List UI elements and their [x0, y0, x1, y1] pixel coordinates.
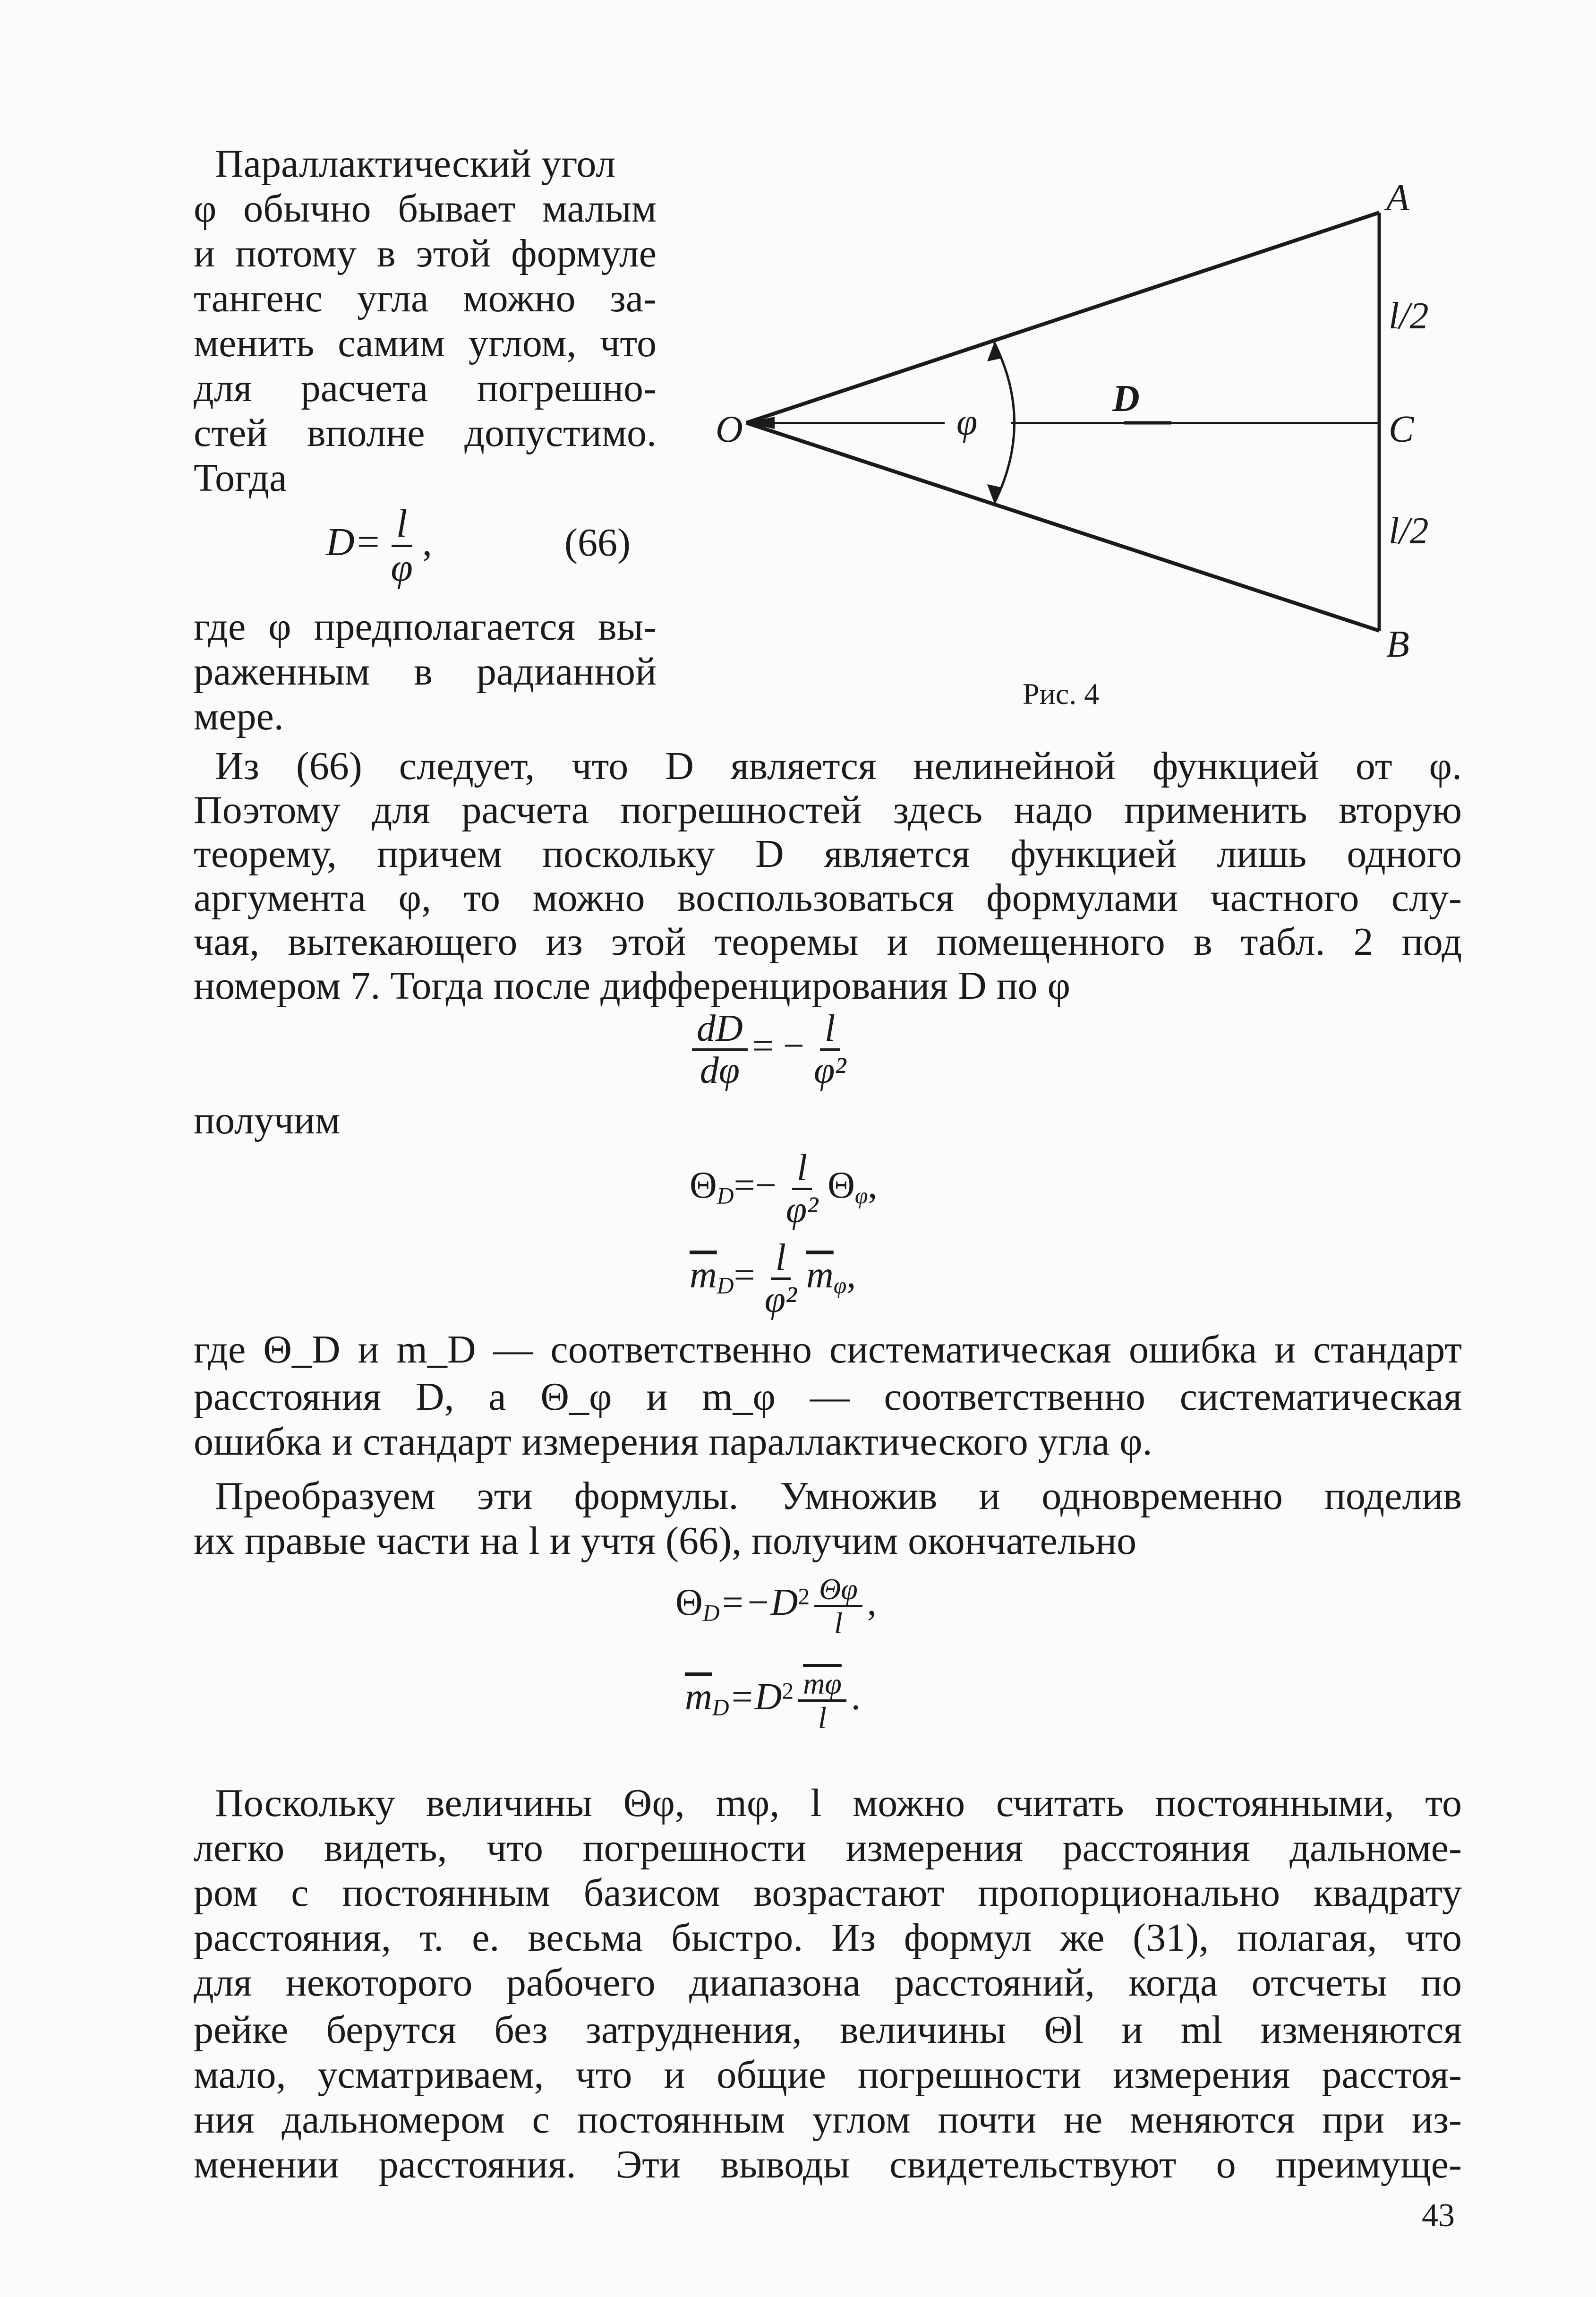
m2-mid: =D — [729, 1676, 782, 1718]
text-line: и потому в этой формуле — [194, 231, 657, 275]
label-l2-top: l/2 — [1389, 295, 1429, 337]
label-l2-bottom: l/2 — [1389, 510, 1429, 552]
text-line: теорему, причем поскольку D является функцией лишь одного — [194, 832, 1462, 876]
text-line: менении расстояния. Эти выводы свидетельствуют о преимуще- — [194, 2143, 1462, 2186]
m2-tail: . — [851, 1676, 861, 1718]
label-a: A — [1386, 177, 1409, 219]
m1-rhs-sub: φ — [833, 1272, 847, 1299]
equation-m-2 — [685, 1668, 861, 1733]
label-phi: φ — [956, 402, 978, 443]
deriv-mid: = − — [752, 1025, 805, 1067]
m2-lhs-sub: D — [712, 1694, 729, 1721]
theta1-lhs-sub: D — [717, 1183, 734, 1209]
m2-lhs: $\overline{m}$ — [685, 1676, 712, 1718]
text-line: Поэтому для расчета погрешностей здесь надо применить вторую — [194, 788, 1462, 832]
theta1-rhs-sub: φ — [854, 1183, 868, 1209]
equation-theta-1 — [690, 1148, 877, 1230]
text-line: ошибка и стандарт измерения параллактического угла φ. — [194, 1420, 1152, 1464]
text-line: мало, усматриваем, что и общие погрешности измерения расстоя- — [194, 2053, 1462, 2097]
equation-number-66: (66) — [564, 521, 631, 565]
arrow-down — [987, 484, 1002, 503]
m1-lhs-sub: D — [717, 1272, 734, 1299]
m1-den: φ² — [764, 1279, 797, 1320]
eq66-num: l — [392, 503, 412, 547]
theta1-tail: , — [868, 1164, 878, 1206]
text-line: φ обычно бывает малым — [194, 187, 657, 231]
theta2-lhs: Θ — [675, 1582, 703, 1624]
eq66-tail: , — [422, 520, 432, 564]
text-line: Преобразуем эти формулы. Умножив и одновременно поделив — [215, 1474, 1462, 1518]
theta1-num: l — [792, 1148, 812, 1190]
text-line: для расчета погрешно- — [194, 366, 657, 410]
text-line: расстояния D, а Θ_φ и m_φ — соответственно систематическая — [194, 1375, 1462, 1419]
figure-4 — [708, 170, 1474, 718]
side-ob — [746, 423, 1379, 631]
theta2-lhs-sub: D — [702, 1600, 720, 1626]
text-poluchim: получим — [194, 1098, 341, 1142]
text-line: мере. — [194, 694, 284, 738]
theta2-den: l — [834, 1606, 843, 1640]
text-line: рейке берутся без затруднения, величины Θl и ml изменяются — [194, 2008, 1462, 2052]
label-b: B — [1386, 624, 1409, 665]
theta2-tail: , — [867, 1582, 877, 1624]
text-line: расстояния, т. е. весьма быстро. Из формул же (31), полагая, что — [194, 1916, 1462, 1960]
arrow-up — [987, 343, 1002, 361]
m1-num: l — [771, 1238, 791, 1280]
deriv-den2: φ² — [814, 1050, 846, 1091]
text-line: где φ предполагается вы- — [194, 605, 657, 649]
m2-den: l — [818, 1701, 827, 1735]
theta1-rhs: Θ — [828, 1164, 855, 1206]
theta2-mid: =−D — [719, 1582, 798, 1624]
deriv-num1: dD — [692, 1009, 748, 1051]
text-line: Из (66) следует, что D является нелинейной функцией от φ. — [215, 744, 1462, 788]
text-line: Параллактический угол — [215, 142, 616, 186]
m2-num: $\overline{m\varphi}$ — [798, 1668, 846, 1702]
text-line: Поскольку величины Θφ, mφ, l можно считать постоянными, то — [215, 1781, 1462, 1825]
deriv-den1: dφ — [700, 1050, 740, 1091]
eq66-lhs: D= — [326, 520, 382, 564]
text-line: для некоторого рабочего диапазона расстояний, когда отсчеты по — [194, 1961, 1462, 2005]
label-o: O — [716, 409, 743, 450]
text-line: менить самим углом, что — [194, 321, 657, 365]
equation-derivative — [687, 1009, 855, 1090]
text-line: ния дальномером с постоянным углом почти не меняются при из- — [194, 2098, 1462, 2142]
theta2-num: Θφ — [814, 1573, 862, 1607]
figure-caption: Рис. 4 — [1023, 677, 1100, 711]
text-line: чая, вытекающего из этой теоремы и помещенного в табл. 2 под — [194, 920, 1462, 964]
theta1-den: φ² — [785, 1189, 819, 1231]
m1-mid: = — [734, 1254, 755, 1296]
theta1-mid: =− — [734, 1164, 777, 1206]
equation-m-1 — [690, 1238, 856, 1320]
text-line: номером 7. Тогда после дифференцирования D по φ — [194, 964, 1071, 1008]
m1-tail: , — [846, 1254, 856, 1296]
m1-rhs: $\overline{m}$ — [806, 1254, 834, 1296]
text-line: аргумента φ, то можно воспользоваться формулами частного слу- — [194, 876, 1462, 920]
text-line: стей вполне допустимо. — [194, 411, 657, 455]
label-c: C — [1389, 409, 1414, 450]
m2-pow: 2 — [782, 1678, 794, 1704]
theta2-pow: 2 — [798, 1583, 810, 1610]
text-line: Тогда — [194, 456, 287, 500]
theta1-lhs: Θ — [690, 1164, 717, 1206]
side-oa — [746, 213, 1379, 423]
text-line: где Θ_D и m_D — соответственно систематическая ошибка и стандарт — [194, 1328, 1462, 1371]
m1-lhs: $\overline{m}$ — [690, 1254, 717, 1296]
text-line: тангенс угла можно за- — [194, 276, 657, 320]
text-line: их правые части на l и учтя (66), получим окончательно — [194, 1519, 1137, 1563]
equation-theta-2 — [675, 1573, 877, 1639]
label-d: D — [1112, 378, 1140, 420]
text-line: раженным в радианной — [194, 650, 657, 694]
eq66-den: φ — [391, 546, 413, 590]
text-line: легко видеть, что погрешности измерения расстояния дальноме- — [194, 1826, 1462, 1870]
deriv-num2: l — [820, 1009, 840, 1051]
text-line: ром с постоянным базисом возрастают пропорционально квадрату — [194, 1871, 1462, 1915]
page-number: 43 — [1422, 2197, 1455, 2234]
equation-66 — [326, 503, 432, 589]
